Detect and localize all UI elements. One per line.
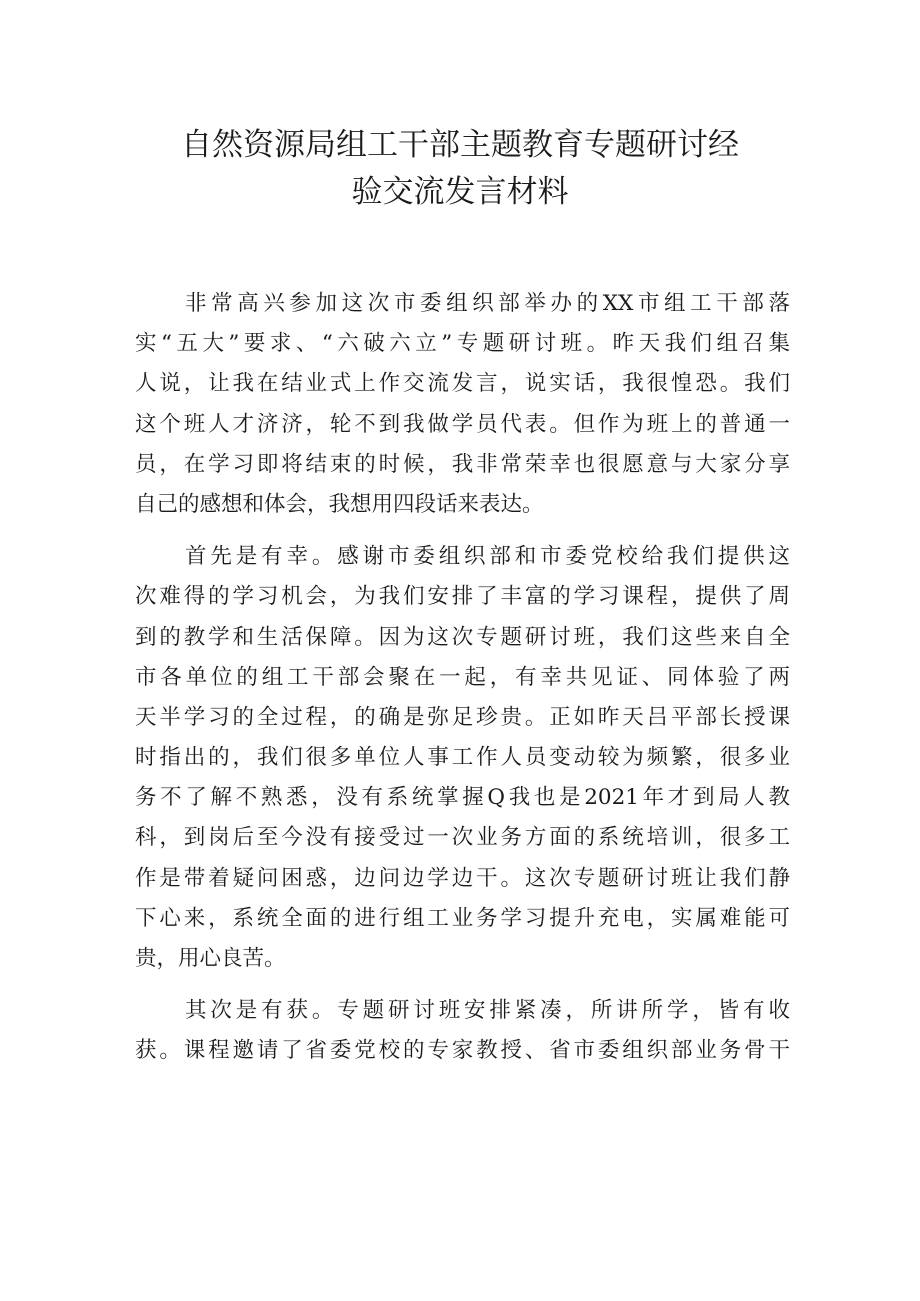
text-line: 次难得的学习机会，为我们安排了丰富的学习课程，提供了周 [135,584,790,610]
text-line: 实“五大”要求、“六破六立”专题研讨班。昨天我们组召集 [135,331,790,357]
title-line-2: 验交流发言材料 [351,174,569,210]
text-line: 作是带着疑问困惑，边问边学边干。这次专题研讨班让我们静 [135,865,790,891]
text-line: 到的教学和生活保障。因为这次专题研讨班，我们这些来自全 [135,624,790,650]
text-line: 贵，用心良苦。 [135,946,286,971]
document-body [135,284,790,1084]
text-line: 这个班人才济济，轮不到我做学员代表。但作为班上的普通一 [135,411,790,437]
text-line: 首先是有幸。感谢市委组织部和市委党校给我们提供这 [185,544,790,570]
text-line: 人说，让我在结业式上作交流发言，说实话，我很惶恐。我们 [135,371,790,397]
document-title [120,122,800,216]
text-line: 科，到岗后至今没有接受过一次业务方面的系统培训，很多工 [135,825,790,851]
text-line: 时指出的，我们很多单位人事工作人员变动较为频繁，很多业 [135,745,790,771]
text-line: 务不了解不熟悉，没有系统掌握Q我也是2021年才到局人教 [135,785,790,811]
text-line: 自己的感想和体会，我想用四段话来表达。 [135,491,544,517]
text-line: 下心来，系统全面的进行组工业务学习提升充电，实属难能可 [135,905,790,931]
text-line: 非常高兴参加这次市委组织部举办的XX市组工干部落 [185,291,790,316]
title-line-1: 自然资源局组工干部主题教育专题研讨经 [181,127,739,163]
paragraph-fortunate [135,537,790,979]
text-line: 员，在学习即将结束的时候，我非常荣幸也很愿意与大家分享 [135,451,790,477]
text-line: 获。课程邀请了省委党校的专家教授、省市委组织部业务骨干 [135,1038,790,1064]
text-line: 天半学习的全过程，的确是弥足珍贵。正如昨天吕平部长授课 [135,704,790,730]
text-line: 其次是有获。专题研讨班安排紧凑，所讲所学，皆有收 [185,998,790,1024]
text-line: 市各单位的组工干部会聚在一起，有幸共见证、同体验了两 [135,664,790,690]
paragraph-intro [135,284,790,525]
paragraph-gains [135,991,790,1071]
